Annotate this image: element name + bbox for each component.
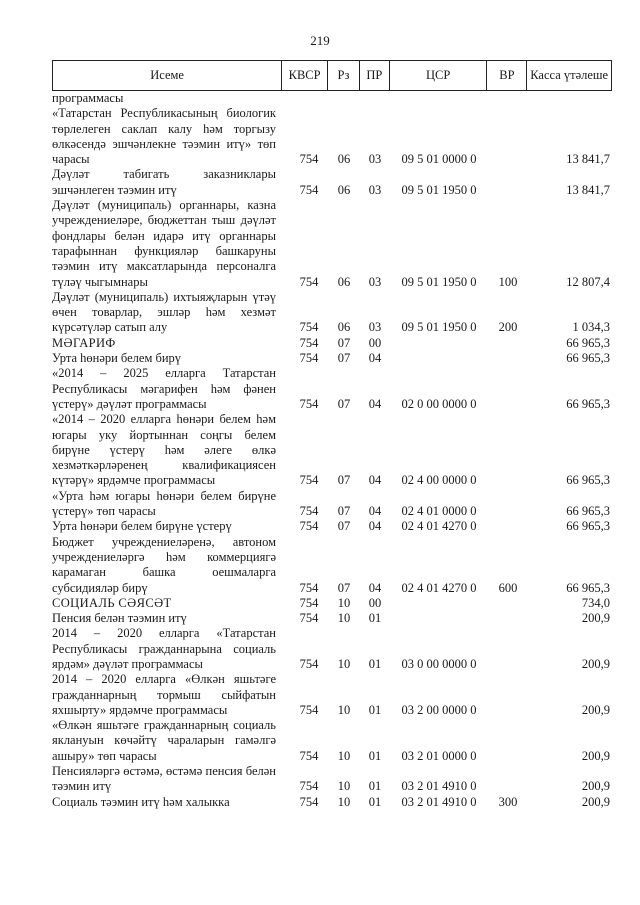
row-csr: 03 2 01 4910 0 (401, 794, 477, 809)
row-kvsr: 754 (299, 611, 319, 626)
row-kvsr: 754 (299, 748, 319, 763)
row-kassa: 200,9 (581, 656, 610, 671)
row-csr (390, 336, 488, 351)
row-rz (328, 91, 360, 106)
table-body (52, 91, 612, 810)
row-vr (488, 91, 528, 106)
row-kvsr: 754 (299, 504, 319, 519)
row-name: «Өлкән яшьтәге гражданнарның социаль яклануын көчәйтү чараларын гамәлгә ашыру» төп чарасы (52, 718, 276, 763)
row-csr: 02 4 00 0000 0 (401, 473, 477, 488)
row-kassa: 66 965,3 (566, 473, 610, 488)
row-pr: 01 (368, 779, 382, 794)
header-rz: Рз (328, 61, 360, 90)
row-kassa: 66 965,3 (566, 396, 610, 411)
row-pr: 04 (368, 504, 382, 519)
row-kvsr: 754 (299, 580, 319, 595)
row-pr: 01 (368, 702, 382, 717)
row-pr: 04 (368, 473, 382, 488)
table-row (52, 535, 612, 596)
row-rz: 07 (337, 396, 351, 411)
row-name: «Татарстан Республикасының биологик төрлелеген саклап калу һәм торгызу өлкәсендә эшчәнлекне тәэмин итү» төп чарасы (52, 106, 276, 167)
row-vr (488, 336, 528, 351)
table-row (52, 596, 612, 611)
row-rz: 07 (337, 335, 351, 350)
row-name: Пенсияләргә өстәмә, өстәмә пенсия белән тәэмин итү (52, 764, 276, 794)
row-pr: 03 (368, 274, 382, 289)
row-name: 2014 – 2020 елларга «Өлкән яшьтәге гражданнарның тормыш сыйфатын яхшырту» ярдәмче программасы (52, 672, 276, 717)
row-csr: 02 4 01 4270 0 (401, 519, 477, 534)
row-rz: 10 (337, 748, 351, 763)
row-vr: 300 (498, 794, 518, 809)
row-rz: 07 (337, 519, 351, 534)
table-row (52, 764, 612, 795)
row-kvsr: 754 (299, 396, 319, 411)
row-rz: 06 (337, 320, 351, 335)
row-csr: 03 2 01 0000 0 (401, 748, 477, 763)
row-name: Урта һөнәри белем бирүне үстерү (52, 519, 232, 534)
header-pr: ПР (360, 61, 390, 90)
table-row (52, 290, 612, 336)
row-rz: 07 (337, 504, 351, 519)
header-kvsr: КВСР (282, 61, 328, 90)
row-csr: 02 4 01 0000 0 (401, 504, 477, 519)
row-vr (488, 672, 528, 718)
row-pr: 01 (368, 748, 382, 763)
row-pr: 04 (368, 519, 382, 534)
table-row (52, 336, 612, 351)
row-rz: 10 (337, 595, 351, 610)
table-row (52, 106, 612, 167)
page-number: 219 (310, 33, 330, 48)
table-row (52, 519, 612, 534)
row-kvsr: 754 (299, 335, 319, 350)
row-name: 2014 – 2020 елларга «Татарстан Республикасы гражданнарына социаль ярдәм» дәүләт программасы (52, 626, 276, 671)
row-kvsr: 754 (299, 182, 319, 197)
row-name: Дәүләт (муниципаль) ихтыяҗларын үтәү өчен товарлар, эшләр һәм хезмәт күрсәтүләр сатып алу (52, 289, 276, 335)
row-name: СОЦИАЛЬ СӘЯСӘТ (52, 595, 172, 610)
row-vr: 200 (498, 320, 518, 335)
row-pr: 04 (368, 396, 382, 411)
table-row (52, 412, 612, 488)
row-pr: 00 (368, 335, 382, 350)
row-rz: 10 (337, 702, 351, 717)
row-name: «2014 – 2025 елларга Татарстан Республикасы мәгарифен һәм фәнен үстерү» дәүләт программасы (52, 366, 276, 411)
row-kassa: 12 807,4 (566, 274, 610, 289)
row-rz: 06 (337, 274, 351, 289)
table-row (52, 489, 612, 520)
row-name: Урта һөнәри белем бирү (52, 351, 182, 366)
row-rz: 10 (337, 794, 351, 809)
row-vr: 100 (498, 274, 518, 289)
row-rz: 06 (337, 182, 351, 197)
row-kvsr: 754 (299, 595, 319, 610)
row-vr (488, 764, 528, 795)
row-csr: 09 5 01 1950 0 (401, 182, 477, 197)
row-pr: 01 (368, 794, 382, 809)
row-csr (390, 351, 488, 366)
row-csr: 02 4 01 4270 0 (401, 580, 477, 595)
row-pr: 04 (368, 351, 382, 366)
row-kvsr: 754 (299, 779, 319, 794)
row-vr (488, 167, 528, 198)
row-csr: 09 5 01 0000 0 (401, 152, 477, 167)
row-csr: 02 0 00 0000 0 (401, 396, 477, 411)
row-vr (488, 412, 528, 488)
row-name: Пенсия белән тәэмин итү (52, 611, 187, 626)
row-kvsr: 754 (299, 473, 319, 488)
table-row (52, 351, 612, 366)
table-row (52, 626, 612, 672)
row-name: Дәүләт (муниципаль) органнары, казна учреждениеләре, бюджеттан тыш дәүләт фондлары белән идарә итү органнары тарафыннан функцияләр башкаруны тәэмин итү максатларында персоналга түләү чыгымнары (52, 198, 276, 289)
row-vr (488, 106, 528, 167)
table-row (52, 718, 612, 764)
row-vr (488, 626, 528, 672)
table-row (52, 366, 612, 412)
row-pr (360, 91, 390, 106)
table-row (52, 198, 612, 290)
row-kassa: 1 034,3 (572, 320, 610, 335)
row-kvsr: 754 (299, 320, 319, 335)
row-csr (390, 91, 488, 106)
row-rz: 07 (337, 580, 351, 595)
row-name: Дәүләт табигать заказниклары эшчәнлеген тәэмин итү (52, 167, 276, 197)
row-pr: 00 (368, 595, 382, 610)
row-kvsr: 754 (299, 351, 319, 366)
table-row (52, 167, 612, 198)
row-vr (488, 366, 528, 412)
row-pr: 03 (368, 152, 382, 167)
row-rz: 10 (337, 779, 351, 794)
row-kvsr (282, 91, 328, 106)
row-csr (390, 611, 488, 626)
row-pr: 04 (368, 580, 382, 595)
row-kassa: 66 965,3 (566, 519, 610, 534)
row-name: «2014 – 2020 елларга һөнәри белем һәм югары уку йортыннан соңгы белем бирүне үстерү һәм әлеге өлкә хезмәткәрләренең квалификациясен күтәрү» ярдәмче программасы (52, 412, 276, 488)
row-name: Бюджет учреждениеләренә, автоном учреждениеләргә һәм коммерциягә карамаган башка оешмаларга субсидияләр бирү (52, 534, 276, 595)
row-vr (488, 351, 528, 366)
row-kassa: 13 841,7 (566, 182, 610, 197)
row-csr: 03 2 01 4910 0 (401, 779, 477, 794)
row-kassa: 66 965,3 (566, 580, 610, 595)
row-csr: 09 5 01 1950 0 (401, 274, 477, 289)
header-vr: ВР (487, 61, 527, 90)
row-name: МӘГАРИФ (52, 335, 116, 350)
row-vr (488, 611, 528, 626)
row-csr (390, 596, 488, 611)
row-kvsr: 754 (299, 656, 319, 671)
row-kassa: 200,9 (581, 611, 610, 626)
row-vr (488, 519, 528, 534)
row-pr: 03 (368, 320, 382, 335)
row-kassa: 66 965,3 (566, 335, 610, 350)
row-pr: 01 (368, 656, 382, 671)
row-rz: 07 (337, 473, 351, 488)
row-vr (488, 489, 528, 520)
row-vr (488, 718, 528, 764)
row-kvsr: 754 (299, 519, 319, 534)
row-kassa: 200,9 (581, 794, 610, 809)
row-kassa (528, 91, 612, 106)
row-kassa: 200,9 (581, 779, 610, 794)
row-csr: 09 5 01 1950 0 (401, 320, 477, 335)
header-kassa: Касса үтәлеше (530, 68, 609, 82)
row-kassa: 13 841,7 (566, 152, 610, 167)
row-kassa: 66 965,3 (566, 504, 610, 519)
row-kvsr: 754 (299, 274, 319, 289)
row-csr: 03 0 00 0000 0 (401, 656, 477, 671)
row-kvsr: 754 (299, 794, 319, 809)
row-name: Социаль тәэмин итү һәм халыкка (52, 794, 230, 809)
table-row (52, 611, 612, 626)
row-rz: 10 (337, 656, 351, 671)
row-name: программасы (52, 91, 124, 105)
row-rz: 10 (337, 611, 351, 626)
header-csr: ЦСР (390, 61, 488, 90)
table-row (52, 795, 612, 810)
row-pr: 01 (368, 611, 382, 626)
row-kassa: 200,9 (581, 748, 610, 763)
row-rz: 07 (337, 351, 351, 366)
row-kassa: 734,0 (581, 595, 610, 610)
row-csr: 03 2 00 0000 0 (401, 702, 477, 717)
row-vr: 600 (498, 580, 518, 595)
row-vr (488, 596, 528, 611)
row-kvsr: 754 (299, 152, 319, 167)
row-kassa: 66 965,3 (566, 351, 610, 366)
row-name: «Урта һәм югары һөнәри белем бирүне үстерү» төп чарасы (52, 488, 276, 519)
row-kvsr: 754 (299, 702, 319, 717)
row-rz: 06 (337, 152, 351, 167)
table-row (52, 91, 612, 106)
row-pr: 03 (368, 182, 382, 197)
header-name: Исеме (53, 61, 282, 90)
row-kassa: 200,9 (581, 702, 610, 717)
table-row (52, 672, 612, 718)
table-header (52, 60, 612, 91)
